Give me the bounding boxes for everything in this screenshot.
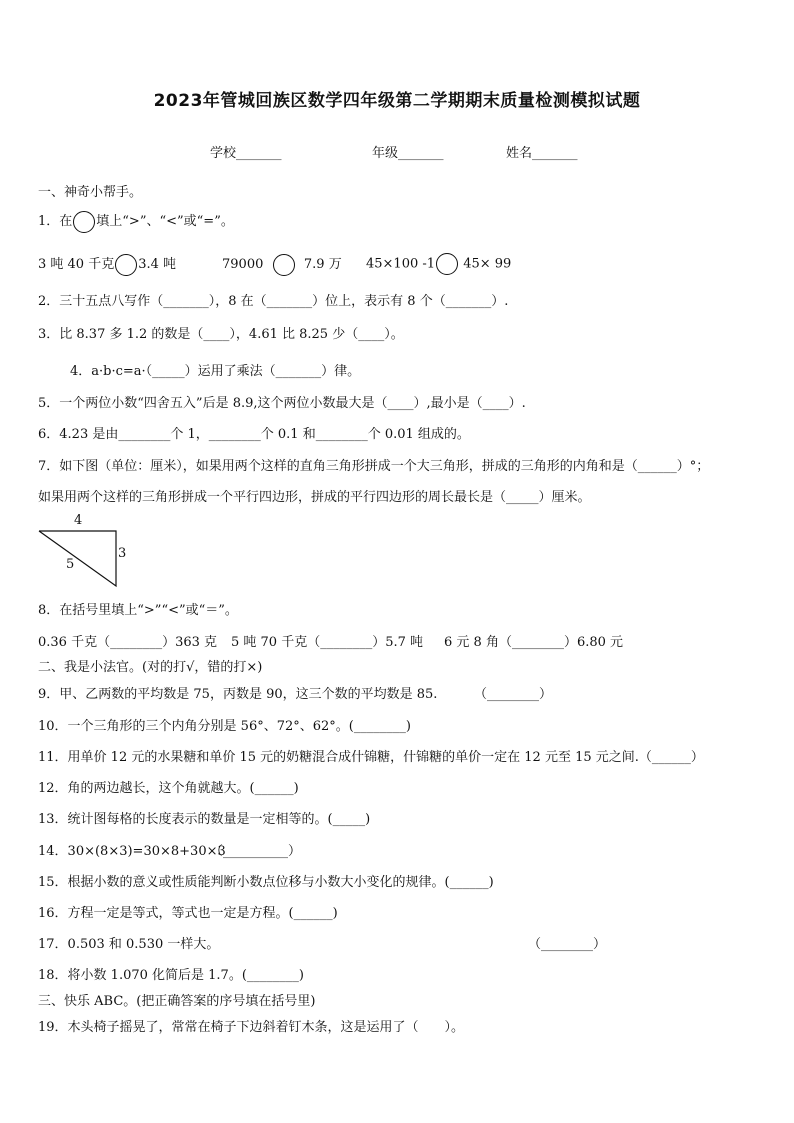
q1-item-3: 45×100 -1 45× 99 [366,253,511,275]
question-15: 15．根据小数的意义或性质能判断小数点位移与小数大小变化的规律。(______) [38,875,494,890]
name-field[interactable]: 姓名_______ [506,146,578,161]
compare-circle-2[interactable] [273,254,295,276]
triangle-side-right: 3 [118,546,127,561]
question-11: 11．用单价 12 元的水果糖和单价 15 元的奶糖混合成什锦糖，什锦糖的单价一定在 12 元至 15 元之间.（______） [38,750,704,765]
question-8-item-3: 6 元 8 角（________）6.80 元 [444,635,624,650]
grade-field[interactable]: 年级_______ [372,146,444,161]
question-1-instruction: 填上“>”、“<”或“=”。 [96,214,234,229]
section-3-heading: 三、快乐 ABC。(把正确答案的序号填在括号里) [38,994,316,1009]
q1-item-2: 79000 7.9 万 [222,253,342,276]
section-2-heading: 二、我是小法官。(对的打√，错的打×) [38,660,263,675]
question-9: 9．甲、乙两数的平均数是 75，丙数是 90，这三个数的平均数是 85. [38,687,438,702]
question-2: 2．三十五点八写作（_______），8 在（_______）位上，表示有 8 个（_______）. [38,294,509,309]
question-4: 4．a·b·c=a·（_____）运用了乘法（_______）律。 [70,364,361,379]
triangle-side-top: 4 [74,513,83,528]
question-7-line-1: 7．如下图（单位：厘米），如果用两个这样的直角三角形拼成一个大三角形，拼成的三角形的内角和是（______）°； [38,459,710,474]
question-13: 13．统计图每格的长度表示的数量是一定相等的。(_____) [38,812,371,827]
question-8-item-1: 0.36 千克（________）363 克 [38,635,218,650]
question-7-line-2: 如果用两个这样的三角形拼成一个平行四边形，拼成的平行四边形的周长最长是（_____）厘米。 [38,490,591,505]
question-17-answer-blank[interactable]: （________） [528,937,607,952]
compare-circle-3[interactable] [436,253,458,275]
question-8-item-2: 5 吨 70 千克（________）5.7 吨 [231,635,424,650]
page-title: 2023年管城回族区数学四年级第二学期期末质量检测模拟试题 [153,91,641,111]
question-19: 19．木头椅子摇晃了，常常在椅子下边斜着钉木条，这是运用了（ ）。 [38,1020,465,1035]
q1-item-1: 3 吨 40 千克 3.4 吨 [38,253,176,276]
question-10: 10．一个三角形的三个内角分别是 56°、72°、62°。(________) [38,719,411,734]
triangle-side-hypotenuse: 5 [66,557,75,572]
compare-circle-1[interactable] [115,254,137,276]
question-14: 14．30×(8×3)=30×8+30×3 [38,844,226,859]
question-8: 8．在括号里填上“>”“<”或“＝”。 [38,603,238,618]
question-12: 12．角的两边越长，这个角就越大。(______) [38,781,299,796]
triangle-shape [39,531,116,586]
question-17: 17．0.503 和 0.530 一样大。 [38,937,220,952]
school-field[interactable]: 学校_______ [210,146,282,161]
circle-icon [73,211,95,233]
question-1 [38,210,234,233]
question-18: 18．将小数 1.070 化简后是 1.7。(________) [38,968,304,983]
section-1-heading: 一、神奇小帮手。 [38,185,143,200]
question-1-lead: 1．在 [38,214,73,229]
question-16: 16．方程一定是等式，等式也一定是方程。(______) [38,906,338,921]
question-6: 6．4.23 是由________个 1，________个 0.1 和________个 0.01 组成的。 [38,427,470,442]
question-5: 5．一个两位小数“四舍五入”后是 8.9,这个两位小数最大是（____）,最小是（____）. [38,396,526,411]
question-3: 3．比 8.37 多 1.2 的数是（____），4.61 比 8.25 少（____）。 [38,327,404,342]
question-9-answer-blank[interactable]: （________） [474,687,553,702]
question-14-answer-blank[interactable]: （__________） [210,844,302,859]
right-triangle-figure [36,528,126,590]
